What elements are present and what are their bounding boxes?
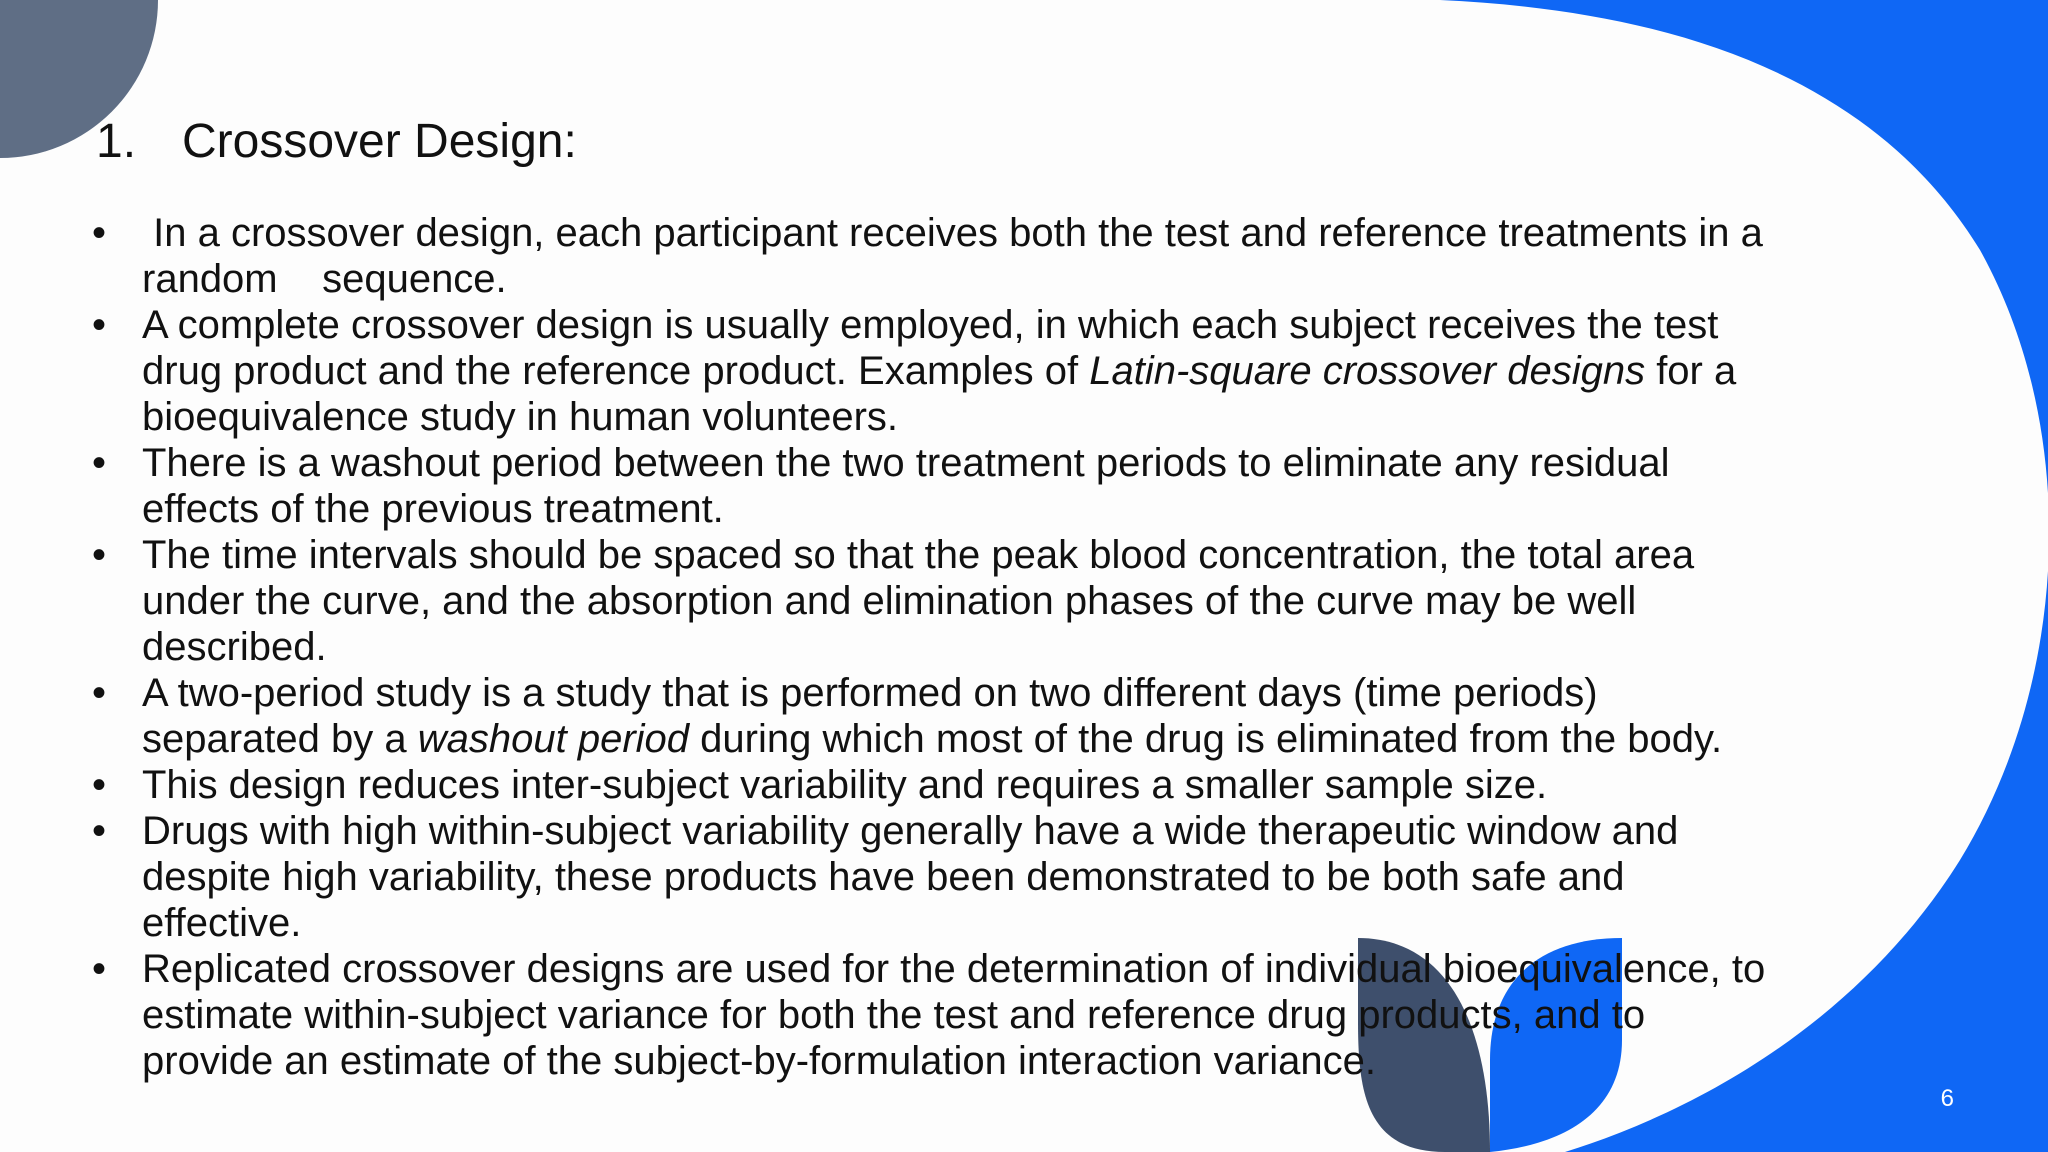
bullet-line: There is a washout period between the two treatment periods to eliminate any residual	[142, 441, 1670, 485]
bullet-dot: •	[92, 533, 107, 577]
page-number: 6	[1940, 1085, 1954, 1112]
bullet-line: A complete crossover design is usually employed, in which each subject receives the test	[142, 303, 1719, 347]
bullet-dot: •	[92, 211, 107, 255]
bullet-line: estimate within-subject variance for both the test and reference drug products, and to	[142, 993, 1646, 1037]
bullet-dot: •	[92, 947, 107, 991]
bullet-text: drug product and the reference product. Examples of	[142, 349, 1090, 393]
bullet-item	[92, 946, 1912, 1084]
bullet-line: A two-period study is a study that is performed on two different days (time periods)	[142, 671, 1598, 715]
bullet-line: In a crossover design, each participant receives both the test and reference treatments in a	[142, 211, 1763, 255]
bullet-dot: •	[92, 303, 107, 347]
bullet-line	[142, 716, 1912, 762]
bullet-line: bioequivalence study in human volunteers.	[142, 395, 899, 439]
bullet-line: Replicated crossover designs are used for the determination of individual bioequivalence, to	[142, 947, 1766, 991]
bullet-line: effective.	[142, 901, 302, 945]
bullet-line: under the curve, and the absorption and elimination phases of the curve may be well	[142, 579, 1637, 623]
bullet-item	[92, 440, 1912, 532]
bullet-line: Drugs with high within-subject variability generally have a wide therapeutic window and	[142, 809, 1679, 853]
bullet-line: provide an estimate of the subject-by-formulation interaction variance.	[142, 1039, 1376, 1083]
bullet-dot: •	[92, 671, 107, 715]
bullet-dot: •	[92, 763, 107, 807]
bullet-dot: •	[92, 809, 107, 853]
bullet-line: despite high variability, these products have been demonstrated to be both safe and	[142, 855, 1625, 899]
bullet-text: separated by a	[142, 717, 418, 761]
bullet-item	[92, 532, 1912, 670]
bullet-item	[92, 670, 1912, 762]
bullet-line: This design reduces inter-subject variability and requires a smaller sample size.	[142, 763, 1548, 807]
bullet-item	[92, 762, 1912, 808]
italic-term: Latin-square crossover designs	[1089, 349, 1646, 393]
bullet-line: random sequence.	[142, 257, 507, 301]
bullet-line: described.	[142, 625, 327, 669]
bullet-item	[92, 808, 1912, 946]
bullet-line: effects of the previous treatment.	[142, 487, 724, 531]
bullet-text: for a	[1645, 349, 1737, 393]
bullet-list	[92, 210, 1912, 1084]
slide-title	[96, 112, 577, 172]
title-text: Crossover Design:	[182, 115, 577, 168]
bullet-line	[142, 348, 1912, 394]
title-number: 1.	[96, 115, 137, 168]
bullet-text: during which most of the drug is eliminated from the body.	[689, 717, 1723, 761]
bullet-item	[92, 210, 1912, 302]
bullet-dot: •	[92, 441, 107, 485]
bullet-item	[92, 302, 1912, 440]
italic-term: washout period	[417, 717, 690, 761]
bullet-line: The time intervals should be spaced so that the peak blood concentration, the total area	[142, 533, 1695, 577]
